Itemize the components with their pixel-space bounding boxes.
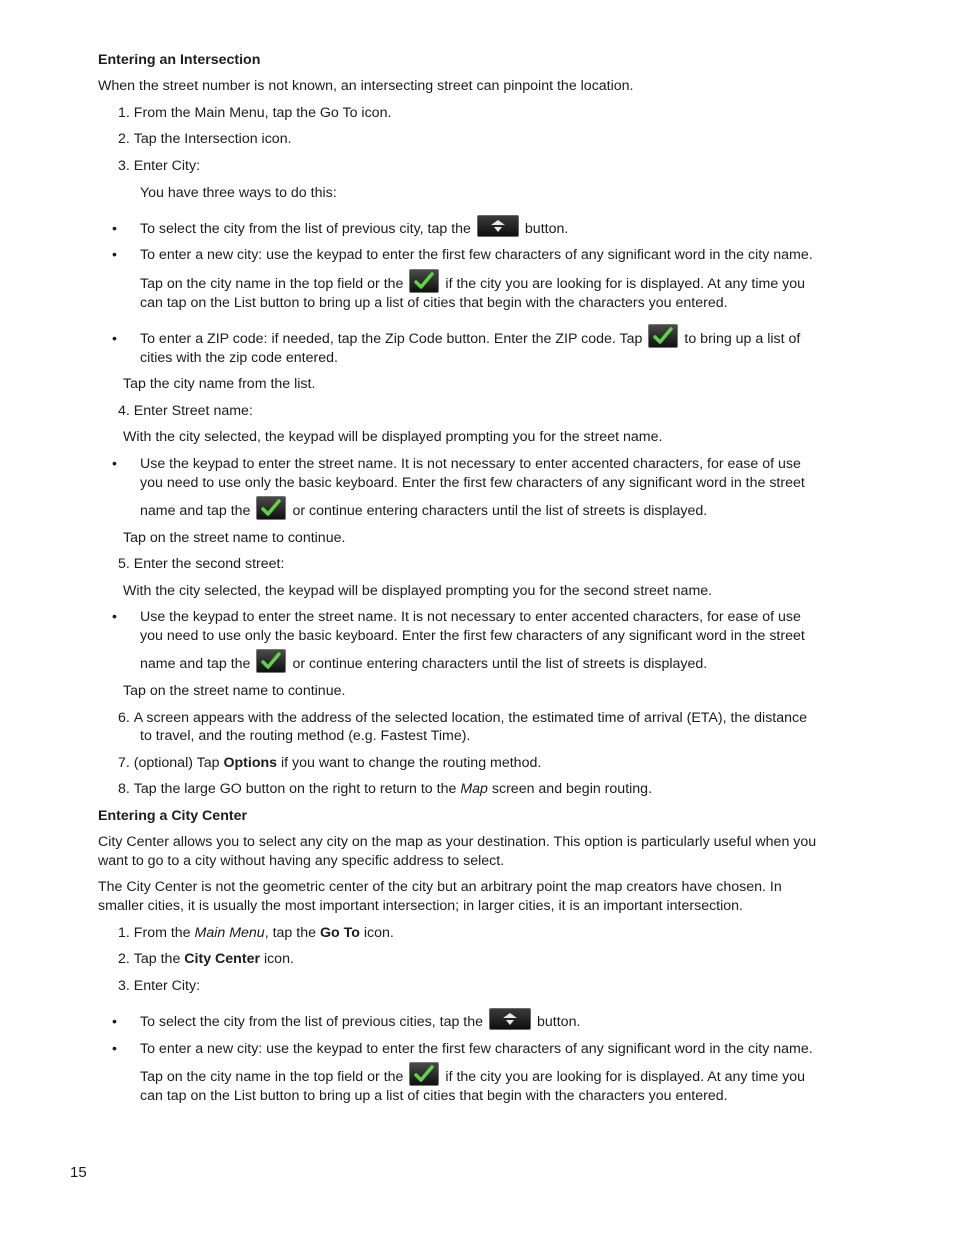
three-ways-text: You have three ways to do this: [140,185,337,201]
step-6-line2: to travel, and the routing method (e.g. Fastest Time). [140,728,471,744]
step-text: icon. [363,925,394,941]
checkmark-icon [409,1062,439,1086]
city-step-2 [118,950,294,969]
bullet-marker: • [112,331,117,347]
tap-city-text: Tap the city name from the list. [123,376,316,392]
bullet-marker: • [112,609,117,625]
dropdown-list-icon [477,215,519,237]
page-number: 15 [70,1164,87,1181]
step-text: Enter City: [133,158,201,174]
city-center-paragraph-2-line2: smaller cities, it is usually the most important intersection; in larger cities, it is an important intersection. [98,898,743,914]
bullet-text: button. [524,221,569,237]
options-label: Options [223,755,278,771]
city-bullet-new-city: To enter a new city: use the keypad to enter the first few characters of any significant word in the city name. [140,1041,813,1057]
step-text: Enter the second street: [133,556,285,572]
step-text: icon. [263,951,294,967]
step-text: Enter Street name: [133,403,253,419]
step-number: 1. [118,925,130,941]
bullet-marker: • [112,247,117,263]
bullet-street-keypad-line3 [140,502,707,521]
bullet-select-previous-city [140,220,568,239]
step-text: A screen appears with the address of the selected location, the estimated time of arrival (ETA), the distance [133,710,807,726]
step-text: if you want to change the routing method. [281,755,542,771]
step-text: (optional) Tap [133,755,220,771]
bullet-text: To select the city from the list of previous cities, tap the [140,1014,484,1030]
city-center-label: City Center [184,951,260,967]
checkmark-icon [256,649,286,673]
checkmark-icon [256,496,286,520]
second-street-prompt-text: With the city selected, the keypad will be displayed prompting you for the second street name. [123,583,713,599]
bullet-second-street-keypad: Use the keypad to enter the street name. It is not necessary to enter accented characters, for ease of use [140,609,801,625]
step-text: From the [133,925,191,941]
step-6 [118,709,807,728]
step-number: 7. [118,755,130,771]
city-step-3 [118,977,200,996]
step-number: 3. [118,158,130,174]
bullet-zip-code [140,330,800,349]
step-number: 2. [118,131,130,147]
city-center-paragraph-1-line2: want to go to a city without having any specific address to select. [98,853,505,869]
step-5 [118,555,284,574]
step-2 [118,130,292,149]
step-text: , tap the [264,925,316,941]
city-bullet-new-city-line3: can tap on the List button to bring up a list of cities that begin with the characters you entered. [140,1088,728,1104]
section-heading-city-center: Entering a City Center [98,808,247,824]
main-menu-label: Main Menu [194,925,265,941]
step-3 [118,157,200,176]
section-heading-intersection: Entering an Intersection [98,52,261,68]
bullet-marker: • [112,1014,117,1030]
bullet-text: button. [537,1014,581,1030]
bullet-text: Tap on the city name in the top field or the [140,1069,404,1085]
bullet-text: or continue entering characters until the list of streets is displayed. [292,503,708,519]
bullet-text: name and tap the [140,656,251,672]
step-number: 1. [118,105,130,121]
checkmark-icon [409,269,439,293]
step-text: From the Main Menu, tap the Go To icon. [133,105,392,121]
step-number: 8. [118,781,130,797]
city-bullet-new-city-line2 [140,1068,805,1087]
step-text: Tap the large GO button on the right to return to the [133,781,457,797]
bullet-second-street-keypad-line3 [140,655,707,674]
bullet-text: to bring up a list of [684,331,801,347]
bullet-text: To select the city from the list of previous city, tap the [140,221,471,237]
bullet-street-keypad-line2: you need to use only the basic keyboard. Enter the first few characters of any significant word in the street [140,475,805,491]
step-text: Enter City: [133,978,201,994]
bullet-second-street-keypad-line2: you need to use only the basic keyboard. Enter the first few characters of any significant word in the street [140,628,805,644]
bullet-text: if the city you are looking for is displayed. At any time you [445,276,806,292]
step-text: screen and begin routing. [491,781,653,797]
step-number: 3. [118,978,130,994]
map-label: Map [460,781,488,797]
street-prompt-text: With the city selected, the keypad will be displayed prompting you for the street name. [123,429,663,445]
bullet-marker: • [112,221,117,237]
step-number: 5. [118,556,130,572]
step-number: 4. [118,403,130,419]
intro-text: When the street number is not known, an intersecting street can pinpoint the location. [98,78,634,94]
bullet-street-keypad: Use the keypad to enter the street name. It is not necessary to enter accented characters, for ease of use [140,456,801,472]
bullet-text: or continue entering characters until the list of streets is displayed. [292,656,708,672]
bullet-text: Tap on the city name in the top field or the [140,276,404,292]
step-number: 6. [118,710,130,726]
step-8 [118,780,652,799]
bullet-marker: • [112,456,117,472]
bullet-text: To enter a ZIP code: if needed, tap the Zip Code button. Enter the ZIP code. Tap [140,331,643,347]
bullet-new-city: To enter a new city: use the keypad to enter the first few characters of any significant word in the city name. [140,247,813,263]
city-center-paragraph-2: The City Center is not the geometric center of the city but an arbitrary point the map creators have chosen. In [98,879,782,895]
tap-street-text: Tap on the street name to continue. [123,530,346,546]
city-step-1 [118,924,394,943]
bullet-text: if the city you are looking for is displayed. At any time you [445,1069,806,1085]
checkmark-icon [648,324,678,348]
tap-street-text-2: Tap on the street name to continue. [123,683,346,699]
city-center-paragraph-1: City Center allows you to select any city on the map as your destination. This option is particularly useful when you [98,834,817,850]
step-7 [118,754,541,773]
bullet-zip-code-line2: cities with the zip code entered. [140,350,338,366]
step-number: 2. [118,951,130,967]
go-to-label: Go To [319,925,360,941]
bullet-new-city-line2 [140,275,805,294]
bullet-text: name and tap the [140,503,251,519]
dropdown-list-icon [489,1008,531,1030]
step-4 [118,402,253,421]
step-text: Tap the Intersection icon. [133,131,292,147]
bullet-marker: • [112,1041,117,1057]
step-text: Tap the [133,951,181,967]
bullet-new-city-line3: can tap on the List button to bring up a list of cities that begin with the characters you entered. [140,295,728,311]
step-1 [118,104,391,123]
city-bullet-select-previous [140,1013,580,1032]
